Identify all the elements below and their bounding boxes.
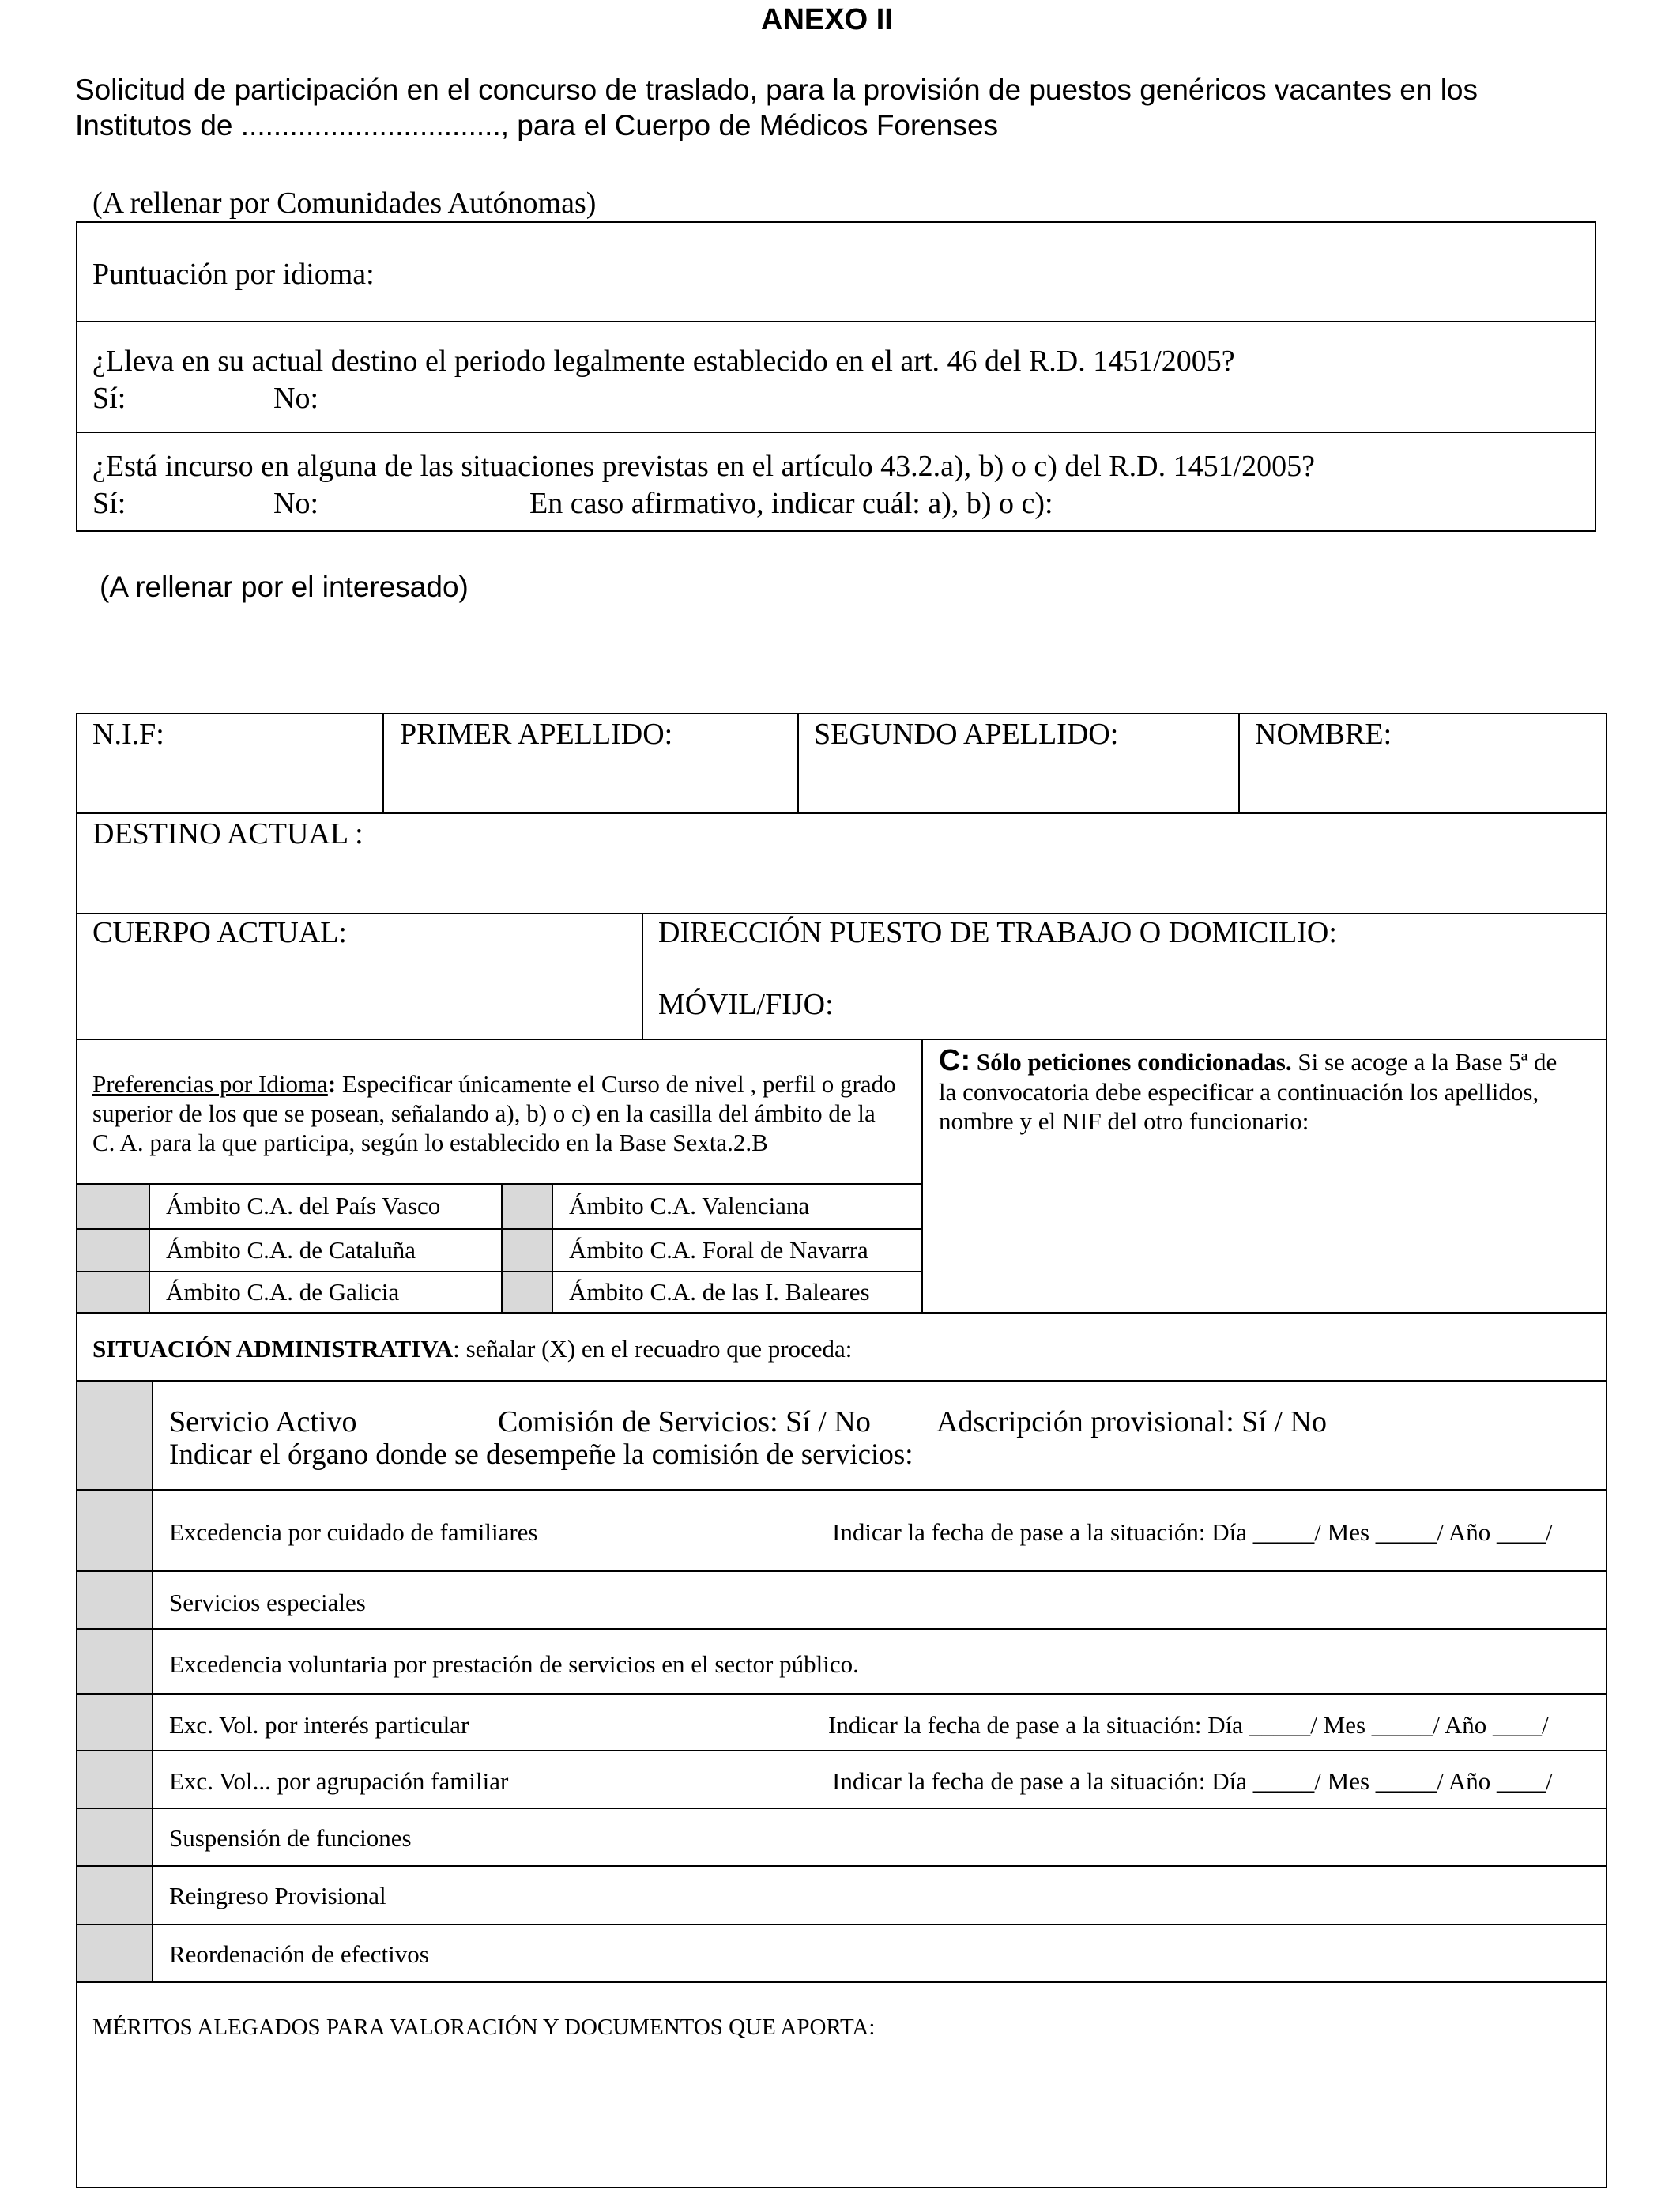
ccaa-heading: (A rellenar por Comunidades Autónomas) — [92, 187, 597, 220]
divider — [501, 1183, 503, 1314]
condicionadas-text-3: nombre y el NIF del otro funcionario: — [939, 1107, 1309, 1135]
divider — [76, 1380, 1607, 1382]
situacion-label: Exc. Vol... por agrupación familiar — [169, 1767, 509, 1795]
situacion-checkbox-suspension[interactable] — [77, 1809, 152, 1865]
preferencias-text-line1: Especificar únicamente el Curso de nivel , perfil o grado — [336, 1070, 896, 1098]
situacion-label: Servicios especiales — [169, 1589, 366, 1616]
ambito-label: Ámbito C.A. Valenciana — [569, 1192, 810, 1220]
divider — [76, 1924, 1607, 1925]
condicionadas-letter: C: — [939, 1044, 971, 1077]
divider — [76, 1039, 1607, 1040]
situacion-heading — [92, 1335, 852, 1363]
situacion-checkbox-servicio-activo[interactable] — [77, 1382, 152, 1489]
ambito-checkbox-baleares[interactable] — [503, 1272, 552, 1312]
adscripcion-provisional-option[interactable]: Adscripción provisional: Sí / No — [936, 1405, 1327, 1438]
condicionadas-text-line1: Si se acoge a la Base 5ª de — [1291, 1048, 1558, 1076]
divider — [76, 1312, 1607, 1314]
q2-si-option[interactable]: Sí: — [92, 487, 126, 520]
divider — [76, 1865, 1607, 1867]
situacion-checkbox-excedencia-sector-publico[interactable] — [77, 1630, 152, 1693]
situacion-label: Reingreso Provisional — [169, 1882, 386, 1909]
situacion-subtitle: : señalar (X) en el recuadro que proceda: — [453, 1335, 853, 1363]
comision-servicios-option[interactable]: Comisión de Servicios: Sí / No — [498, 1405, 871, 1438]
intro-line-2: Institutos de ................................, para el Cuerpo de Médicos Forenses — [75, 109, 999, 141]
situacion-checkbox-interes-particular[interactable] — [77, 1695, 152, 1750]
divider — [76, 1228, 922, 1230]
situacion-checkbox-reingreso[interactable] — [77, 1867, 152, 1924]
puntuacion-idioma-field[interactable]: Puntuación por idioma: — [92, 258, 375, 291]
preferencias-text-3: C. A. para la que participa, según lo establecido en la Base Sexta.2.B — [92, 1129, 768, 1156]
q2-no-option[interactable]: No: — [273, 487, 318, 520]
divider — [152, 1380, 153, 1983]
situacion-label: Reordenación de efectivos — [169, 1940, 429, 1968]
situacion-checkbox-agrupacion-familiar[interactable] — [77, 1751, 152, 1808]
ambito-label: Ámbito C.A. Foral de Navarra — [569, 1236, 868, 1264]
fecha-pase-field[interactable]: Indicar la fecha de pase a la situación: Día _____/ Mes _____/ Año ____/ — [832, 1767, 1553, 1795]
situacion-checkbox-servicios-especiales[interactable] — [77, 1572, 152, 1628]
divider — [149, 1183, 150, 1314]
ambito-checkbox-navarra[interactable] — [503, 1230, 552, 1271]
fecha-pase-field[interactable]: Indicar la fecha de pase a la situación: Día _____/ Mes _____/ Año ____/ — [828, 1711, 1549, 1739]
divider — [552, 1183, 553, 1314]
divider — [1238, 713, 1240, 814]
ambito-checkbox-galicia[interactable] — [77, 1272, 149, 1312]
question-situaciones: ¿Está incurso en alguna de las situaciones previstas en el artículo 43.2.a), b) o c) del R.D. 1451/2005? — [92, 450, 1315, 483]
fecha-pase-field[interactable]: Indicar la fecha de pase a la situación: Día _____/ Mes _____/ Año ____/ — [832, 1518, 1553, 1546]
q1-no-option[interactable]: No: — [273, 382, 318, 415]
ambito-label: Ámbito C.A. de Cataluña — [166, 1236, 416, 1264]
divider — [76, 812, 1607, 814]
divider — [76, 1808, 1607, 1809]
situacion-label: Exc. Vol. por interés particular — [169, 1711, 469, 1739]
divider — [76, 1981, 1607, 1983]
preferencias-colon: : — [327, 1070, 337, 1098]
ambito-checkbox-cataluna[interactable] — [77, 1230, 149, 1271]
divider — [76, 1489, 1607, 1491]
preferencias-text-2: superior de los que se posean, señalando a), b) o c) en la casilla del ámbito de la — [92, 1099, 876, 1127]
ambito-checkbox-valenciana[interactable] — [503, 1185, 552, 1228]
movil-fijo-field[interactable]: MÓVIL/FIJO: — [658, 988, 834, 1021]
divider — [76, 432, 1596, 433]
condicionadas-text-1 — [939, 1044, 1557, 1078]
situacion-label: Excedencia voluntaria por prestación de servicios en el sector público. — [169, 1650, 859, 1678]
ambito-checkbox-pais-vasco[interactable] — [77, 1185, 149, 1228]
condicionadas-text-2: la convocatoria debe especificar a continuación los apellidos, — [939, 1078, 1539, 1106]
condicionadas-title: Sólo peticiones condicionadas. — [970, 1048, 1292, 1076]
preferencias-title: Preferencias por Idioma — [92, 1070, 328, 1098]
interesado-heading: (A rellenar por el interesado) — [100, 571, 469, 603]
page-title: ANEXO II — [761, 3, 893, 36]
divider — [76, 1693, 1607, 1695]
nombre-field[interactable]: NOMBRE: — [1255, 718, 1392, 751]
q2-cual-field[interactable]: En caso afirmativo, indicar cuál: a), b) o c): — [529, 487, 1053, 520]
direccion-field[interactable]: DIRECCIÓN PUESTO DE TRABAJO O DOMICILIO: — [658, 916, 1337, 949]
divider — [76, 1271, 922, 1272]
divider — [76, 321, 1596, 322]
destino-actual-field[interactable]: DESTINO ACTUAL : — [92, 817, 363, 850]
situacion-title: SITUACIÓN ADMINISTRATIVA — [92, 1335, 454, 1363]
ambito-label: Ámbito C.A. del País Vasco — [166, 1192, 441, 1220]
cuerpo-actual-field[interactable]: CUERPO ACTUAL: — [92, 916, 347, 949]
divider — [642, 913, 643, 1040]
situacion-checkbox-reordenacion[interactable] — [77, 1925, 152, 1981]
question-periodo: ¿Lleva en su actual destino el periodo legalmente establecido en el art. 46 del R.D. 1451/2005? — [92, 345, 1235, 378]
indicar-organo-field[interactable]: Indicar el órgano donde se desempeñe la comisión de servicios: — [169, 1438, 913, 1471]
meritos-field[interactable]: MÉRITOS ALEGADOS PARA VALORACIÓN Y DOCUMENTOS QUE APORTA: — [92, 2015, 876, 2040]
divider — [76, 1628, 1607, 1630]
divider — [797, 713, 799, 814]
divider — [76, 1570, 1607, 1572]
ambito-label: Ámbito C.A. de las I. Baleares — [569, 1278, 870, 1306]
primer-apellido-field[interactable]: PRIMER APELLIDO: — [400, 718, 673, 751]
situacion-label: Excedencia por cuidado de familiares — [169, 1518, 538, 1546]
divider — [382, 713, 384, 814]
intro-line-1: Solicitud de participación en el concurso de traslado, para la provisión de puestos genéricos vacantes en los — [75, 74, 1478, 106]
situacion-checkbox-excedencia-cuidado[interactable] — [77, 1491, 152, 1570]
divider — [76, 913, 1607, 914]
ambito-label: Ámbito C.A. de Galicia — [166, 1278, 400, 1306]
divider — [76, 1750, 1607, 1751]
situacion-label: Suspensión de funciones — [169, 1824, 412, 1852]
servicio-activo-option[interactable]: Servicio Activo — [169, 1405, 357, 1438]
q1-si-option[interactable]: Sí: — [92, 382, 126, 415]
nif-field[interactable]: N.I.F: — [92, 718, 164, 751]
segundo-apellido-field[interactable]: SEGUNDO APELLIDO: — [814, 718, 1119, 751]
divider — [76, 1183, 922, 1185]
preferencias-text-1 — [92, 1070, 896, 1099]
